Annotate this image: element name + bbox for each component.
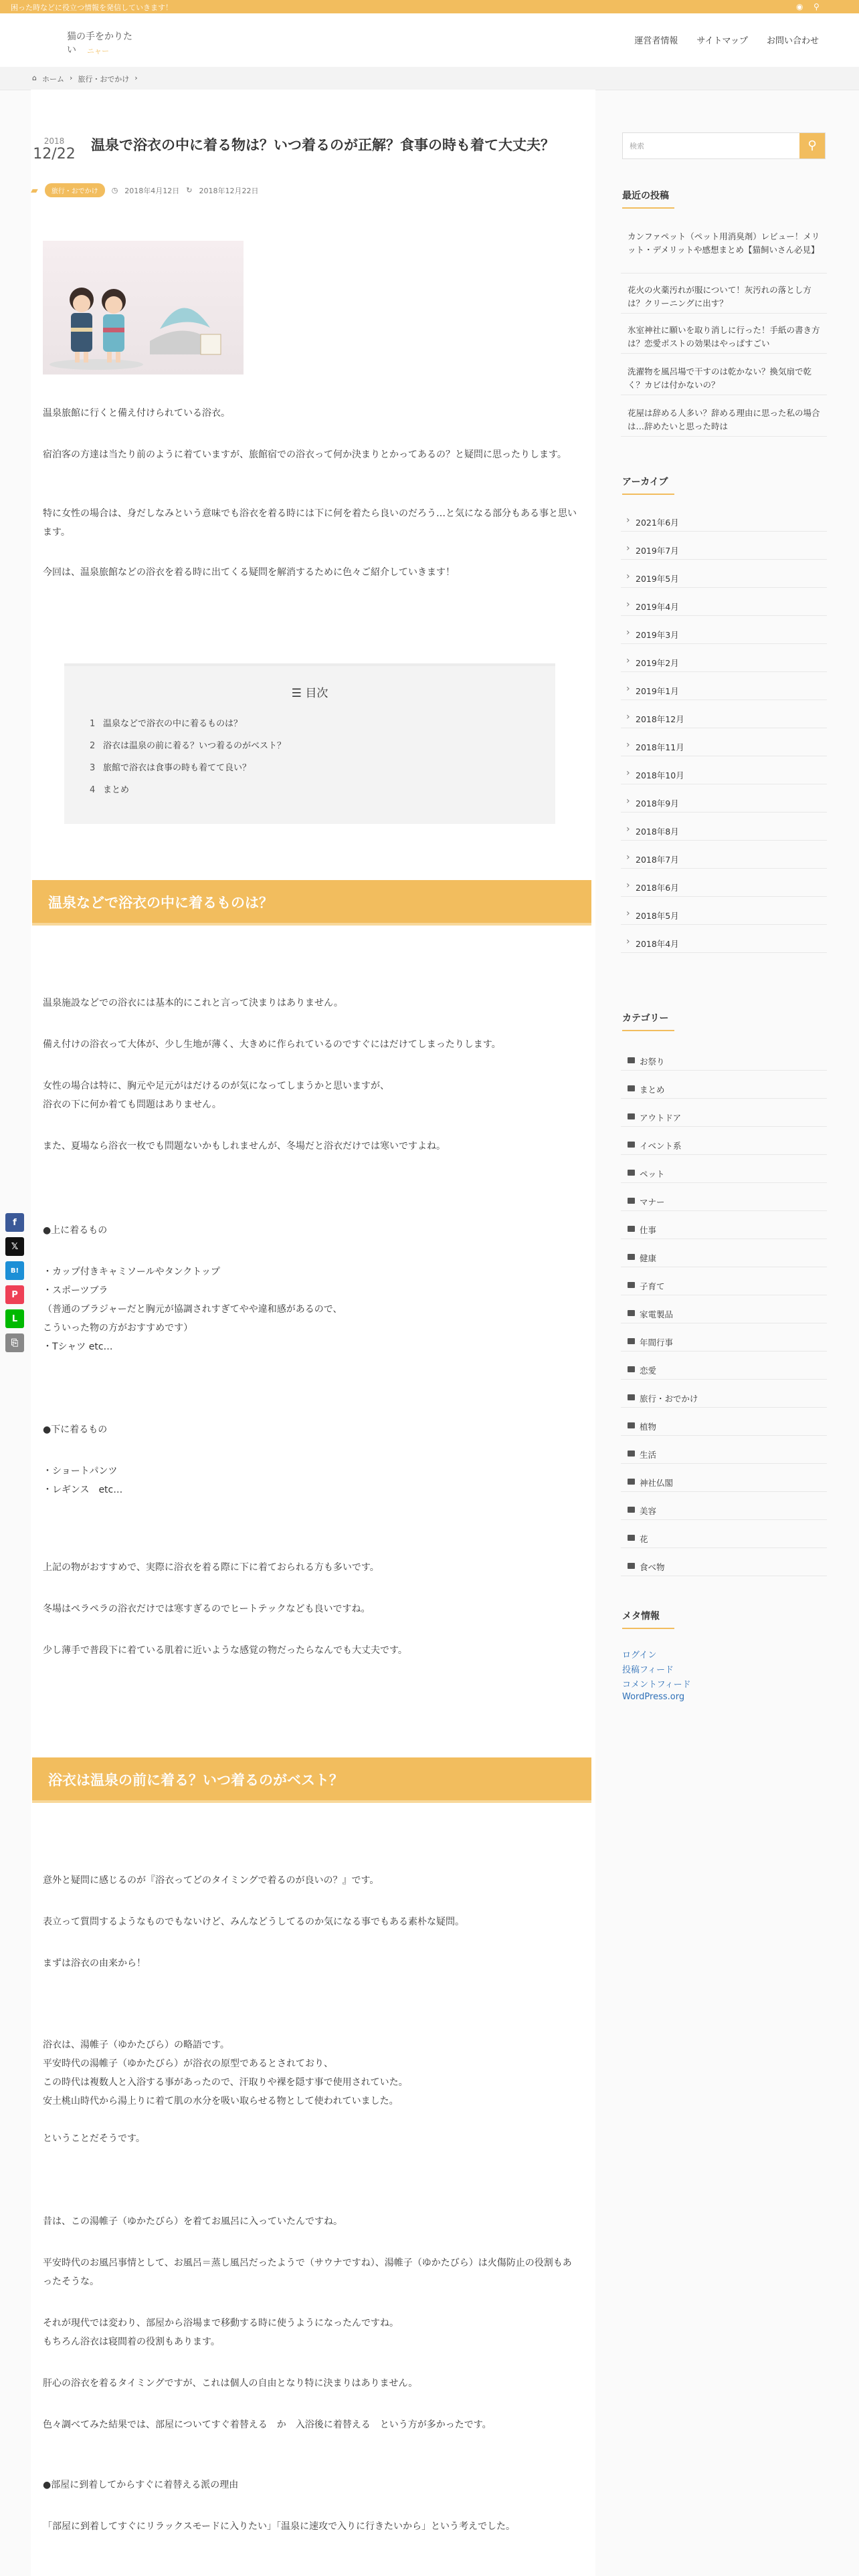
folder-icon [628, 1563, 635, 1569]
category-link[interactable]: まとめ [640, 1085, 665, 1095]
paragraph: 宿泊客の方達は当たり前のように着ていますが、旅館宿での浴衣って何か決まりとかってあるの？と疑問に思ったりします。 [43, 449, 567, 460]
category-link[interactable]: ペット [640, 1169, 665, 1179]
eyecatch-image [43, 241, 244, 374]
archive-link[interactable]: 2021年6月 [636, 518, 679, 528]
updated-date: 2018年12月22日 [199, 186, 259, 195]
sidebar [621, 90, 827, 1761]
meta-link-comments-feed[interactable]: コメントフィード [622, 1680, 691, 1690]
archive-link[interactable]: 2018年9月 [636, 798, 679, 809]
paragraph: 意外と疑問に感じるのが『浴衣ってどのタイミングで着るのが良いの？』です。 [43, 1875, 379, 1886]
pocket-share-button[interactable]: P [5, 1285, 24, 1304]
nav-item-contact[interactable]: お問い合わせ [766, 36, 819, 46]
site-logo[interactable] [64, 27, 138, 60]
search-input[interactable] [622, 132, 826, 159]
category-link[interactable]: 仕事 [640, 1225, 657, 1235]
paragraph: 特に女性の場合は、身だしなみという意味でも浴衣を着る時には下に何を着たら良いのだろう…と気になる部分もある事と思います。 [43, 508, 577, 538]
breadcrumb-category[interactable]: 旅行・おでかけ [78, 75, 130, 84]
post-meta [31, 183, 259, 197]
toc-item[interactable]: 1 温泉などで浴衣の中に着るものは？ [90, 719, 243, 729]
category-link[interactable]: 生活 [640, 1450, 657, 1460]
folder-icon [628, 1507, 635, 1513]
category-link[interactable]: 美容 [640, 1506, 657, 1516]
paragraph: ●上に着るもの [43, 1225, 108, 1236]
recent-post-link[interactable]: 花火の火薬汚れが服について！灰汚れの落とし方は？クリーニングに出す？ [628, 285, 812, 308]
top-bar-message: 困った時などに役立つ情報を発信していきます！ [11, 3, 173, 12]
folder-icon [628, 1282, 635, 1288]
share-buttons [5, 1213, 25, 1358]
article [31, 90, 595, 2576]
search-button[interactable]: ⚲ [799, 133, 825, 158]
folder-icon [628, 1394, 635, 1400]
global-nav [634, 33, 819, 46]
paragraph: ということだそうです。 [43, 2133, 145, 2144]
recent-post-link[interactable]: 花屋は辞める人多い？辞める理由に思った私の場合は…辞めたいと思った時は [628, 408, 820, 431]
date-month-day: 12/22 [33, 146, 76, 163]
folder-icon [628, 1535, 635, 1541]
folder-icon [628, 1310, 635, 1316]
category-link[interactable]: 神社仏閣 [640, 1478, 674, 1488]
search-placeholder: 検索 [630, 142, 644, 150]
widget-title-meta: メタ情報 [622, 1609, 660, 1629]
widget-title-recent: 最近の投稿 [622, 189, 669, 209]
folder-icon [628, 1254, 635, 1260]
category-link[interactable]: 食べ物 [640, 1562, 665, 1572]
logo-subtext: ニャー [87, 47, 109, 56]
search-icon[interactable]: ⚲ [814, 2, 820, 11]
chevron-right-icon: › [69, 74, 73, 82]
folder-icon [628, 1338, 635, 1344]
toc-item[interactable]: 3 旅館で浴衣は食事の時も着てて良い？ [90, 763, 252, 773]
meta-link-wordpress[interactable]: WordPress.org [622, 1692, 685, 1702]
widget-title-archive: アーカイブ [622, 475, 668, 495]
category-link[interactable]: アウトドア [640, 1113, 682, 1123]
recent-post-link[interactable]: 氷室神社に願いを取り消しに行った！手紙の書き方は？恋愛ポストの効果はやっぱすごい [628, 325, 820, 348]
paragraph: 冬場はペラペラの浴衣だけでは寒すぎるのでヒートテックなども良いですね。 [43, 1604, 371, 1614]
meta-link-login[interactable]: ログイン [622, 1650, 657, 1660]
date-box [31, 136, 78, 163]
folder-icon [628, 1479, 635, 1485]
paragraph: ・カップ付きキャミソールやタンクトップ ・スポーツブラ （普通のブラジャーだと胸元が協調されすぎてやや違和感があるので、 こういった物の方がおすすめです） ・Tシャツ etc… [43, 1267, 343, 1352]
category-link[interactable]: マナー [640, 1197, 665, 1207]
archive-link[interactable]: 2018年12月 [636, 714, 684, 724]
x-share-button[interactable]: 𝕏 [5, 1237, 24, 1256]
folder-icon [628, 1451, 635, 1457]
folder-icon [628, 1226, 635, 1232]
category-link[interactable]: 年間行事 [640, 1337, 674, 1348]
paragraph: 今回は、温泉旅館などの浴衣を着る時に出てくる疑問を解消するために色々ご紹介していきます！ [43, 567, 455, 578]
category-link[interactable]: お祭り [640, 1057, 665, 1067]
section-heading: 温泉などで浴衣の中に着るものは？ [32, 880, 591, 923]
chevron-right-icon: › [134, 74, 138, 82]
nav-item-sitemap[interactable]: サイトマップ [696, 36, 748, 46]
category-link[interactable]: 家電製品 [640, 1309, 674, 1319]
archive-link[interactable]: 2019年4月 [636, 602, 679, 612]
archive-link[interactable]: 2019年5月 [636, 574, 679, 584]
rss-icon[interactable]: ◉ [796, 2, 803, 11]
archive-link[interactable]: 2018年7月 [636, 855, 679, 865]
page-title: 温泉で浴衣の中に着る物は？いつ着るのが正解？食事の時も着て大丈夫？ [91, 137, 555, 153]
paragraph: 色々調べてみた結果では、部屋についてすぐ着替える か 入浴後に着替える という方が多かったです。 [43, 2420, 492, 2430]
paragraph: また、夏場なら浴衣一枚でも問題ないかもしれませんが、冬場だと浴衣だけでは寒いですよね。 [43, 1141, 446, 1152]
archive-link[interactable]: 2018年6月 [636, 883, 679, 893]
toc-title: ☰ 目次 [291, 687, 328, 700]
archive-link[interactable]: 2018年11月 [636, 742, 684, 752]
category-link[interactable]: 花 [640, 1534, 648, 1544]
home-icon: ⌂ [32, 74, 37, 82]
paragraph: 昔は、この湯帷子（ゆかたびら）を着てお風呂に入っていたんですね。 [43, 2216, 343, 2227]
widget-title-category: カテゴリー [622, 1011, 668, 1031]
paragraph: それが現代では変わり、部屋から浴場まで移動する時に使うようになったんですね。 もちろん浴衣は寝間着の役割もあります。 [43, 2318, 399, 2347]
folder-icon [628, 1113, 635, 1119]
paragraph: 少し薄手で普段下に着ている肌着に近いような感覚の物だったらなんでも大丈夫です。 [43, 1645, 407, 1656]
top-bar [0, 0, 859, 13]
line-share-button[interactable]: L [5, 1309, 24, 1328]
breadcrumb-home[interactable]: ホーム [41, 75, 64, 84]
archive-link[interactable]: 2018年5月 [636, 911, 679, 921]
folder-icon [628, 1366, 635, 1372]
folder-icon [628, 1142, 635, 1148]
archive-link[interactable]: 2019年7月 [636, 546, 679, 556]
paragraph: 肝心の浴衣を着るタイミングですが、これは個人の自由となり特に決まりはありません。 [43, 2378, 418, 2389]
table-of-contents [64, 663, 555, 824]
section-heading: 浴衣は温泉の前に着る？いつ着るのがベスト？ [32, 1757, 591, 1800]
facebook-share-button[interactable]: f [5, 1213, 24, 1232]
category-link[interactable]: 旅行・おでかけ [640, 1394, 698, 1404]
archive-link[interactable]: 2019年1月 [636, 686, 679, 696]
paragraph: 浴衣は、湯帷子（ゆかたびら）の略語です。 平安時代の湯帷子（ゆかたびら）が浴衣の原型であるとされており、 この時代は複数人と入浴する事があったので、汗取りや裸を隠す事で使用されていた。 安土桃山時代から湯上りに着て肌の水分を吸い取らせる物として使われていました。 [43, 2040, 408, 2107]
logo-text: 猫の手をかりたい [67, 31, 132, 56]
archive-link[interactable]: 2019年2月 [636, 658, 679, 668]
paragraph: 平安時代のお風呂事情として、お風呂＝蒸し風呂だったようで（サウナですね）、湯帷子（ゆかたびら）は火傷防止の役割もあったそうな。 [43, 2258, 572, 2287]
category-link[interactable]: 健康 [640, 1253, 657, 1263]
published-date: 2018年4月12日 [124, 186, 180, 195]
breadcrumb [0, 67, 859, 90]
archive-link[interactable]: 2019年3月 [636, 630, 679, 640]
category-badge[interactable]: 旅行・おでかけ [45, 183, 105, 197]
refresh-icon: ↻ [186, 186, 193, 195]
toc-item[interactable]: 4 まとめ [90, 785, 130, 795]
paragraph: 温泉旅館に行くと備え付けられている浴衣。 [43, 408, 230, 419]
paragraph: ●下に着るもの [43, 1424, 108, 1435]
category-link[interactable]: 子育て [640, 1281, 665, 1291]
archive-link[interactable]: 2018年4月 [636, 939, 679, 949]
list-icon: ☰ [291, 687, 306, 700]
recent-post-link[interactable]: カンファペット（ペット用消臭剤）レビュー！メリット・デメリットや感想まとめ【猫飼いさん必見】 [628, 231, 820, 255]
copy-link-button[interactable]: ⎘ [5, 1333, 24, 1352]
paragraph: 備え付けの浴衣って大体が、少し生地が薄く、大きめに作られているのですぐにはだけてしまったりします。 [43, 1039, 501, 1050]
recent-post-link[interactable]: 洗濯物を風呂場で干すのは乾かない？換気扇で乾く？カビは付かないの？ [628, 366, 812, 390]
meta-link-entries-feed[interactable]: 投稿フィード [622, 1665, 674, 1675]
folder-icon [628, 1170, 635, 1176]
paragraph: 表立って質問するようなものでもないけど、みんなどうしてるのか気になる事でもある素朴な疑問。 [43, 1917, 464, 1927]
archive-link[interactable]: 2018年10月 [636, 770, 684, 780]
nav-item-about[interactable]: 運営者情報 [634, 36, 678, 46]
folder-icon [628, 1085, 635, 1091]
archive-link[interactable]: 2018年8月 [636, 827, 679, 837]
paragraph: 「部屋に到着してすぐにリラックスモードに入りたい」「温泉に速攻で入りに行きたいから」という考えでした。 [43, 2521, 516, 2532]
paragraph: ●部屋に到着してからすぐに着替える派の理由 [43, 2480, 239, 2490]
category-link[interactable]: 植物 [640, 1422, 657, 1432]
paragraph: 女性の場合は特に、胸元や足元がはだけるのが気になってしまうかと思いますが、 浴衣の下に何か着ても問題はありません。 [43, 1081, 389, 1110]
date-year: 2018 [43, 136, 65, 146]
paragraph: 上記の物がおすすめで、実際に浴衣を着る際に下に着ておられる方も多いです。 [43, 1562, 379, 1573]
paragraph: ・ショートパンツ ・レギンス etc… [43, 1466, 123, 1495]
site-header [0, 13, 859, 68]
hatena-share-button[interactable]: B! [5, 1261, 24, 1280]
category-link[interactable]: 恋愛 [640, 1366, 657, 1376]
folder-icon [628, 1057, 635, 1063]
category-link[interactable]: イベント系 [640, 1141, 682, 1151]
folder-icon [628, 1198, 635, 1204]
folder-icon [628, 1422, 635, 1428]
toc-item[interactable]: 2 浴衣は温泉の前に着る？いつ着るのがベスト？ [90, 741, 286, 751]
folder-icon: ▰ [31, 185, 38, 196]
clock-icon: ◷ [111, 186, 118, 195]
paragraph: まずは浴衣の由来から！ [43, 1958, 146, 1969]
yukata-illustration [43, 241, 244, 374]
paragraph: 温泉施設などでの浴衣には基本的にこれと言って決まりはありません。 [43, 998, 343, 1008]
